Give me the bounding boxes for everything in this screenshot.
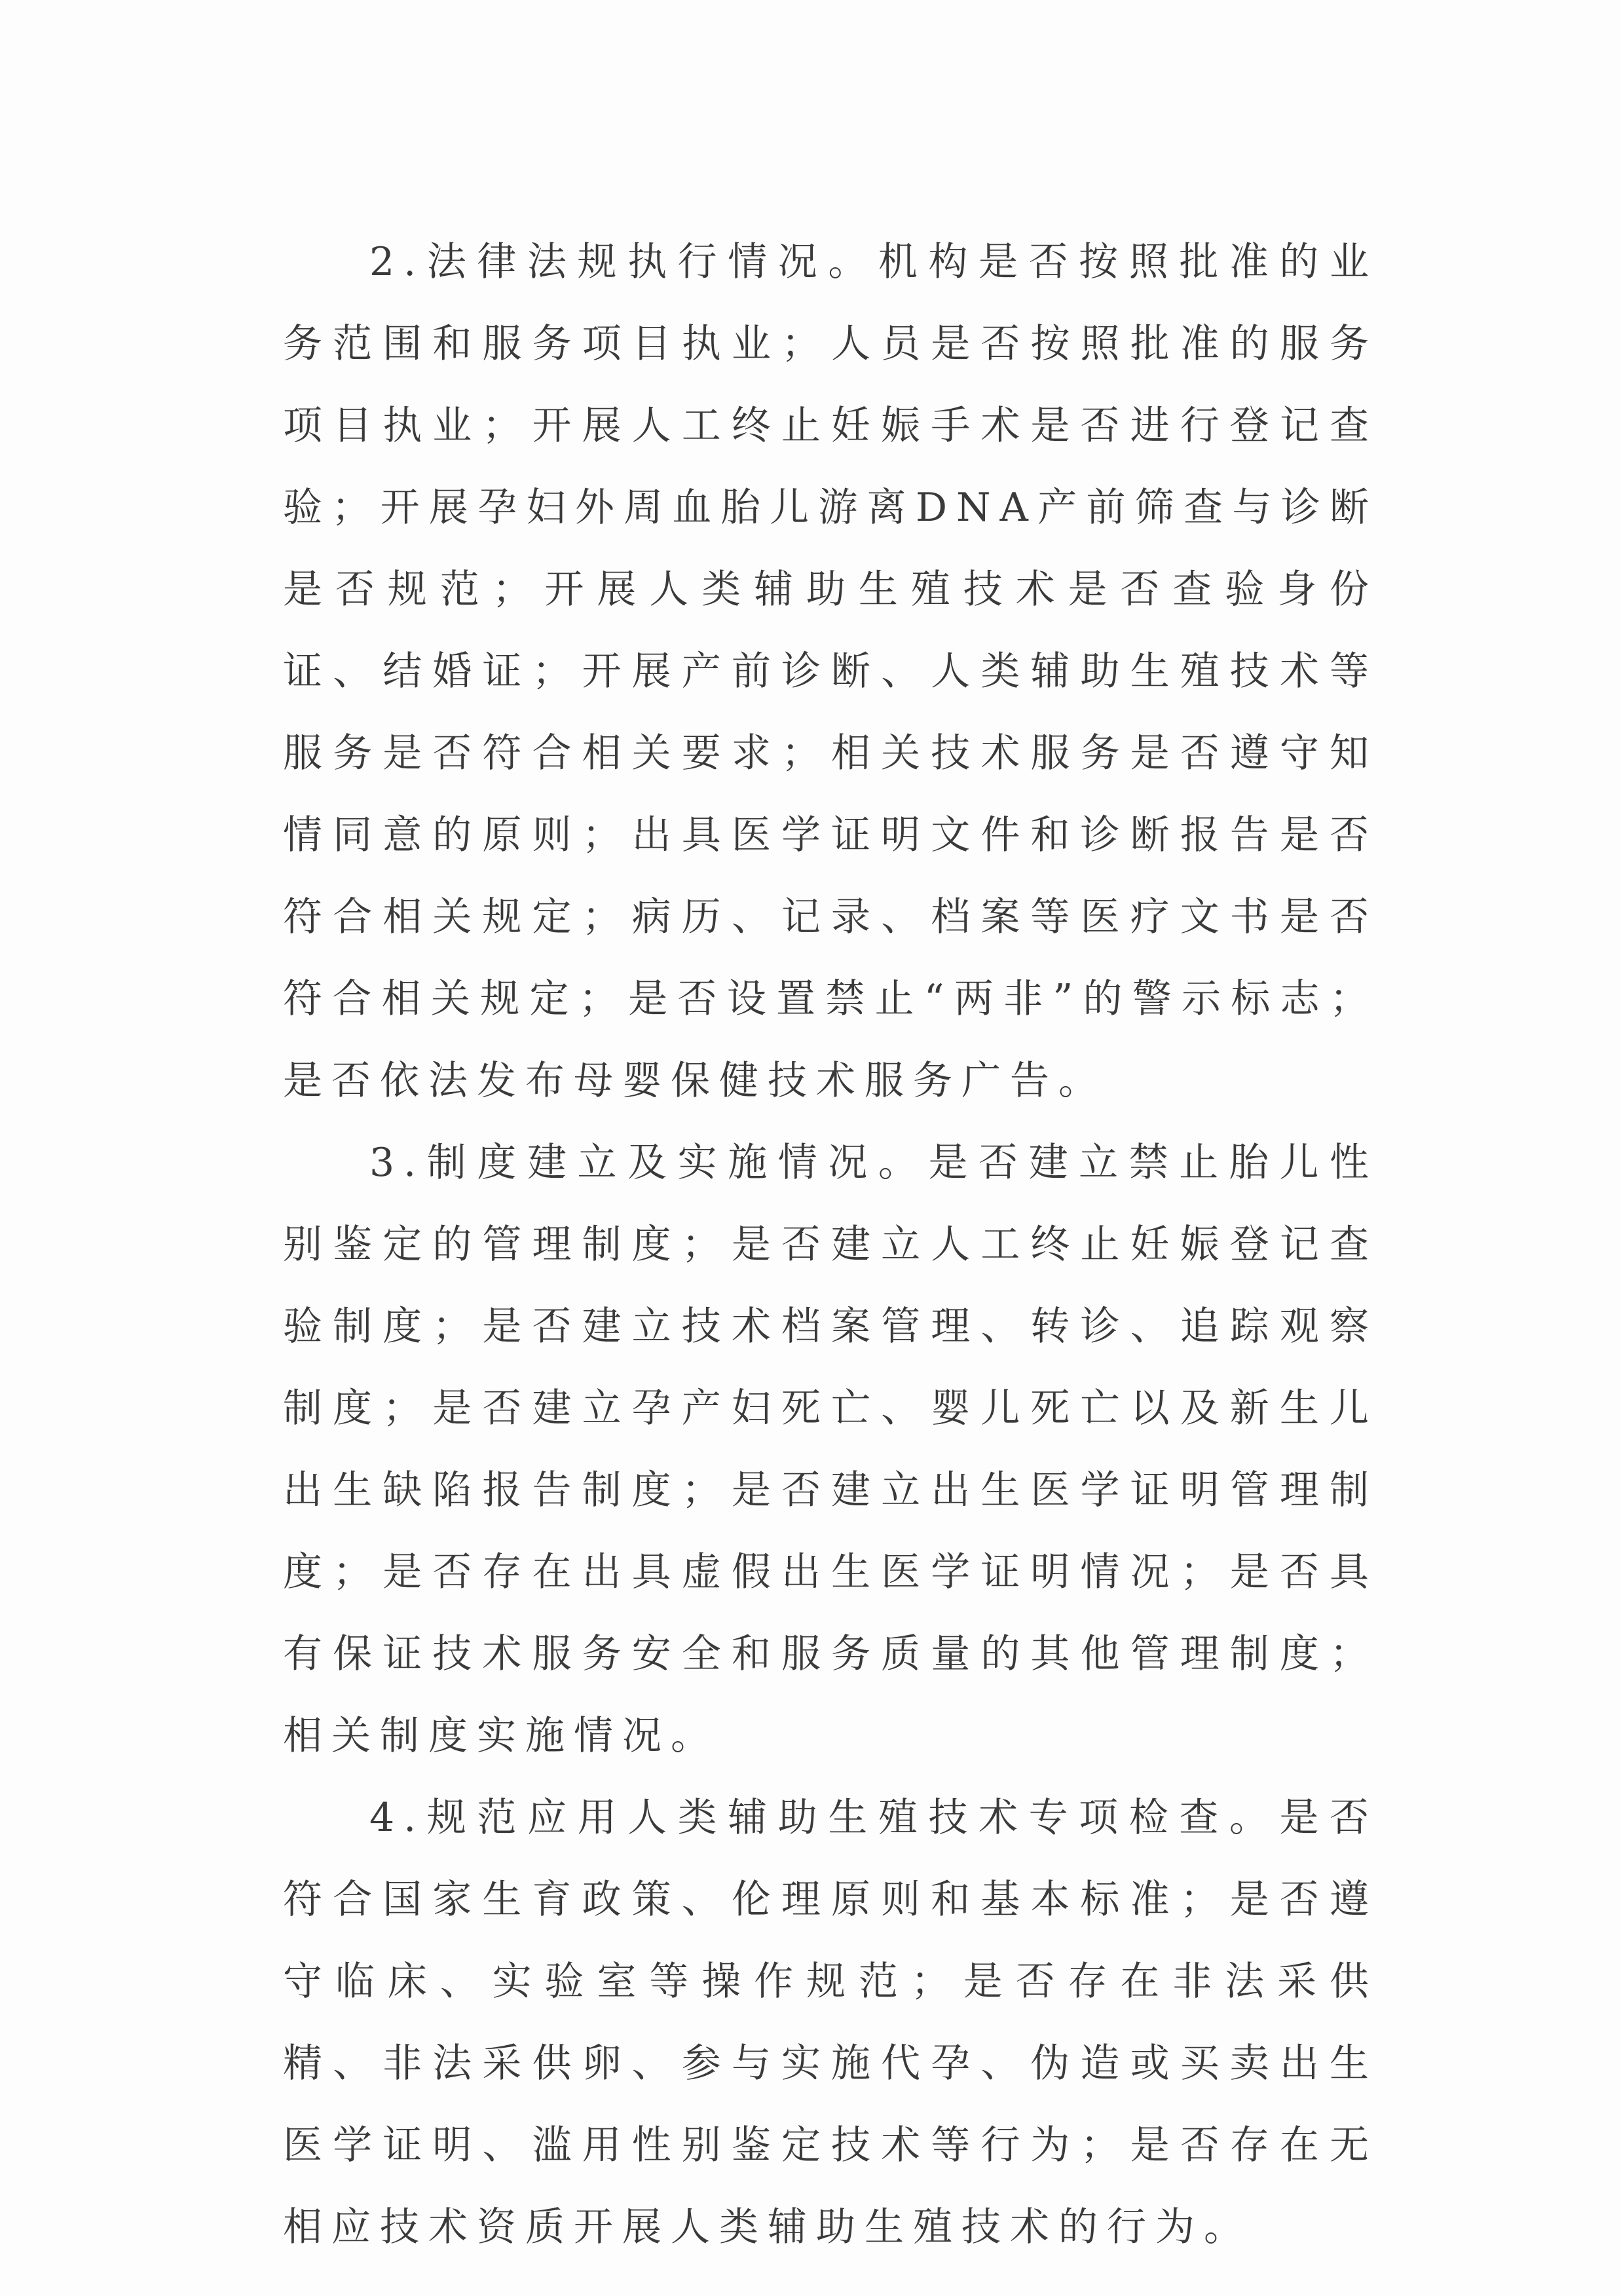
document-body bbox=[283, 221, 1378, 2268]
paragraph-system-establishment: 3.制度建立及实施情况。是否建立禁止胎儿性别鉴定的管理制度；是否建立人工终止妊娠登记查验制度；是否建立技术档案管理、转诊、追踪观察制度；是否建立孕产妇死亡、婴儿死亡以及新生儿出生缺陷报告制度；是否建立出生医学证明管理制度；是否存在出具虚假出生医学证明情况；是否具有保证技术服务安全和服务质量的其他管理制度；相关制度实施情况。 bbox=[283, 1140, 1378, 1759]
paragraph-assisted-reproduction-inspection: 4.规范应用人类辅助生殖技术专项检查。是否符合国家生育政策、伦理原则和基本标准；是否遵守临床、实验室等操作规范；是否存在非法采供精、非法采供卵、参与实施代孕、伪造或买卖出生医学证明、滥用性别鉴定技术等行为；是否存在无相应技术资质开展人类辅助生殖技术的行为。 bbox=[283, 1795, 1378, 2250]
paragraph-legal-compliance: 2.法律法规执行情况。机构是否按照批准的业务范围和服务项目执业；人员是否按照批准的服务项目执业；开展人工终止妊娠手术是否进行登记查验；开展孕妇外周血胎儿游离DNA产前筛查与诊断是否规范；开展人类辅助生殖技术是否查验身份证、结婚证；开展产前诊断、人类辅助生殖技术等服务是否符合相关要求；相关技术服务是否遵守知情同意的原则；出具医学证明文件和诊断报告是否符合相关规定；病历、记录、档案等医疗文书是否符合相关规定；是否设置禁止“两非”的警示标志；是否依法发布母婴保健技术服务广告。 bbox=[283, 239, 1378, 1104]
